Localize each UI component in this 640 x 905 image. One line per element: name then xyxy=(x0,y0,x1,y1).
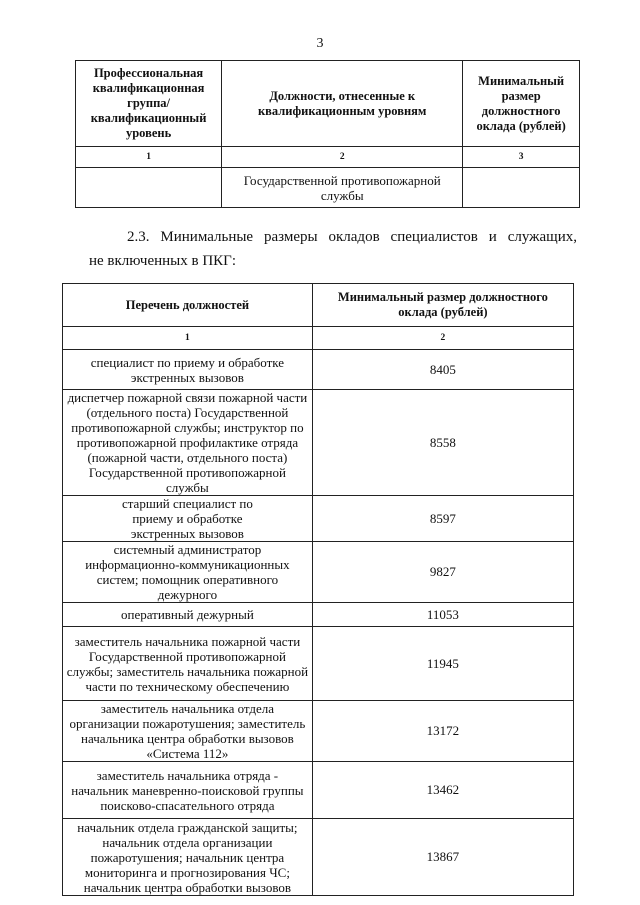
position-cell: оперативный дежурный xyxy=(63,603,313,627)
table-row xyxy=(76,168,580,208)
table1-header-salary: Минимальный размер должностного оклада (рублей) xyxy=(463,61,580,147)
table1-col-number: 2 xyxy=(222,147,463,168)
table1-cell-group xyxy=(76,168,222,208)
positions-salary-table xyxy=(62,283,574,896)
table-row xyxy=(63,819,574,896)
table2-number-row xyxy=(63,327,574,350)
position-cell: заместитель начальника пожарной части Государственной противопожарной службы; заместитель начальника пожарной части по техническому обеспечению xyxy=(63,627,313,701)
salary-cell: 9827 xyxy=(312,542,573,603)
table-row xyxy=(63,350,574,390)
table-row xyxy=(63,701,574,762)
table1-header-row xyxy=(76,61,580,147)
table-row xyxy=(63,762,574,819)
table1-header-group: Профессиональная квалификационная группа/ квалификационный уровень xyxy=(76,61,222,147)
table1-number-row xyxy=(76,147,580,168)
page-number: 3 xyxy=(316,36,324,51)
position-cell: заместитель начальника отдела организации пожаротушения; заместитель начальника центра обработки вызовов «Система 112» xyxy=(63,701,313,762)
qualification-groups-table xyxy=(75,60,580,208)
table2-col-number: 2 xyxy=(312,327,573,350)
salary-cell: 13172 xyxy=(312,701,573,762)
salary-cell: 13462 xyxy=(312,762,573,819)
table-row xyxy=(63,627,574,701)
table1-col-number: 3 xyxy=(463,147,580,168)
salary-cell: 8405 xyxy=(312,350,573,390)
position-cell: начальник отдела гражданской защиты; начальник отдела организации пожаротушения; начальник центра мониторинга и прогнозирования ЧС; начальник центра обработки вызовов xyxy=(63,819,313,896)
position-cell: специалист по приему и обработке экстренных вызовов xyxy=(63,350,313,390)
salary-cell: 8558 xyxy=(312,390,573,496)
table-row xyxy=(63,496,574,542)
section-paragraph-line1: 2.3. Минимальные размеры окладов специалистов и служащих, xyxy=(127,229,577,245)
salary-cell: 11945 xyxy=(312,627,573,701)
table1-header-positions: Должности, отнесенные к квалификационным уровням xyxy=(222,61,463,147)
position-cell: заместитель начальника отряда - начальник маневренно-поисковой группы поисково-спасательного отряда xyxy=(63,762,313,819)
section-paragraph-line2: не включенных в ПКГ: xyxy=(89,253,237,269)
position-cell: системный администратор информационно-коммуникационных систем; помощник оперативного дежурного xyxy=(63,542,313,603)
salary-cell: 8597 xyxy=(312,496,573,542)
table1-col-number: 1 xyxy=(76,147,222,168)
table-row xyxy=(63,603,574,627)
table2-header-row xyxy=(63,284,574,327)
position-cell: старший специалист по приему и обработке экстренных вызовов xyxy=(63,496,313,542)
table2-header-positions: Перечень должностей xyxy=(63,284,313,327)
table2-col-number: 1 xyxy=(63,327,313,350)
table1-cell-salary xyxy=(463,168,580,208)
table2-header-salary: Минимальный размер должностного оклада (рублей) xyxy=(312,284,573,327)
table-row xyxy=(63,390,574,496)
salary-cell: 11053 xyxy=(312,603,573,627)
table1-cell-position: Государственной противопожарной службы xyxy=(222,168,463,208)
position-cell: диспетчер пожарной связи пожарной части (отдельного поста) Государственной противопожарной службы; инструктор по противопожарной профилактике отряда (пожарной части, отдельного поста) Государственной противопожарной службы xyxy=(63,390,313,496)
salary-cell: 13867 xyxy=(312,819,573,896)
table-row xyxy=(63,542,574,603)
